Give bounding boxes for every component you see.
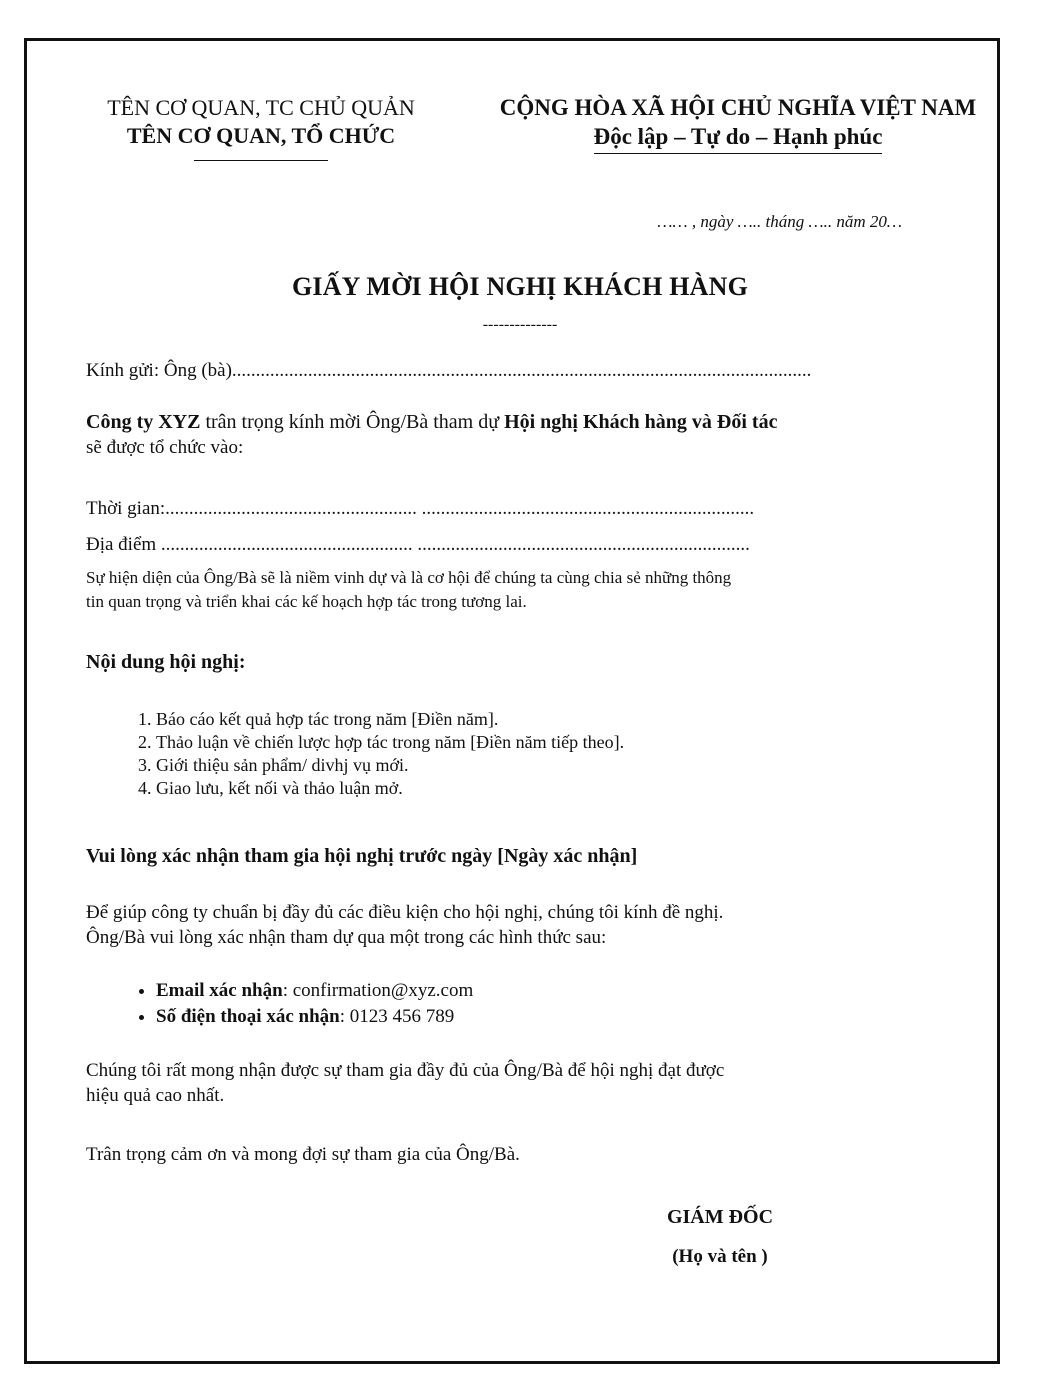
time-line: Thời gian:..................................................... ...................................................................... xyxy=(86,498,755,519)
signature-name: (Họ và tên ) xyxy=(672,1246,768,1267)
intro-paragraph xyxy=(86,410,777,460)
national-motto: Độc lập – Tự do – Hạnh phúc xyxy=(594,122,883,154)
date-line: …… , ngày ….. tháng ….. năm 20… xyxy=(657,212,902,231)
thanks-line: Trân trọng cảm ơn và mong đợi sự tham gia của Ông/Bà. xyxy=(86,1144,520,1165)
closing-line1: Chúng tôi rất mong nhận được sự tham gia đầy đủ của Ông/Bà để hội nghị đạt được xyxy=(86,1060,725,1081)
event-name: Hội nghị Khách hàng và Đối tác xyxy=(504,411,778,433)
title-separator: -------------- xyxy=(482,316,558,333)
parent-agency-name: TÊN CƠ QUAN, TC CHỦ QUẢN xyxy=(107,95,415,120)
confirm-paragraph xyxy=(86,900,723,950)
list-item: 1. Báo cáo kết quả hợp tác trong năm [Điền năm]. xyxy=(156,708,624,731)
email-label: Email xác nhận xyxy=(156,980,283,1001)
header-left xyxy=(86,94,436,161)
document-title: GIẤY MỜI HỘI NGHỊ KHÁCH HÀNG xyxy=(291,272,749,301)
phone-label: Số điện thoại xác nhận xyxy=(156,1006,340,1027)
list-item: 3. Giới thiệu sản phẩm/ divhj vụ mới. xyxy=(156,754,624,777)
presence-line1: Sự hiện diện của Ông/Bà sẽ là niềm vinh dự và là cơ hội để chúng ta cùng chia sẻ những thông xyxy=(86,568,732,587)
closing-line2: hiệu quả cao nhất. xyxy=(86,1085,225,1106)
contact-list xyxy=(132,978,473,1030)
closing-paragraph xyxy=(86,1058,724,1108)
agenda-list xyxy=(132,708,624,800)
agency-name: TÊN CƠ QUAN, TỔ CHỨC xyxy=(126,123,396,148)
agenda-heading: Nội dung hội nghị: xyxy=(86,651,246,673)
place-line: Địa điểm ..................................................... ...................................................................... xyxy=(86,534,750,555)
presence-line2: tin quan trọng và triển khai các kế hoạch hợp tác trong tương lai. xyxy=(86,592,527,611)
signature-role: GIÁM ĐỐC xyxy=(666,1206,774,1228)
confirm-line2: Ông/Bà vui lòng xác nhận tham dự qua một trong các hình thức sau: xyxy=(86,927,607,948)
header-right xyxy=(478,94,998,154)
list-item xyxy=(156,1004,473,1030)
list-item: 2. Thảo luận về chiến lược hợp tác trong năm [Điền năm tiếp theo]. xyxy=(156,731,624,754)
list-item xyxy=(156,978,473,1004)
salutation: Kính gửi: Ông (bà).......................................................................................................................... xyxy=(86,360,812,381)
confirm-heading: Vui lòng xác nhận tham gia hội nghị trước ngày [Ngày xác nhận] xyxy=(86,845,638,867)
company-name: Công ty XYZ xyxy=(86,411,201,433)
email-value: : confirmation@xyz.com xyxy=(282,980,474,1001)
presence-paragraph xyxy=(86,566,731,614)
intro-text: trân trọng kính mời Ông/Bà tham dự xyxy=(200,411,505,433)
intro-line2: sẽ được tổ chức vào: xyxy=(86,437,244,458)
confirm-line1: Để giúp công ty chuẩn bị đầy đủ các điều kiện cho hội nghị, chúng tôi kính đề nghị. xyxy=(86,902,724,923)
header-left-underline xyxy=(194,160,328,161)
list-item: 4. Giao lưu, kết nối và thảo luận mở. xyxy=(156,777,624,800)
national-title: CỘNG HÒA XÃ HỘI CHỦ NGHĨA VIỆT NAM xyxy=(499,95,977,120)
phone-value: : 0123 456 789 xyxy=(339,1006,455,1027)
